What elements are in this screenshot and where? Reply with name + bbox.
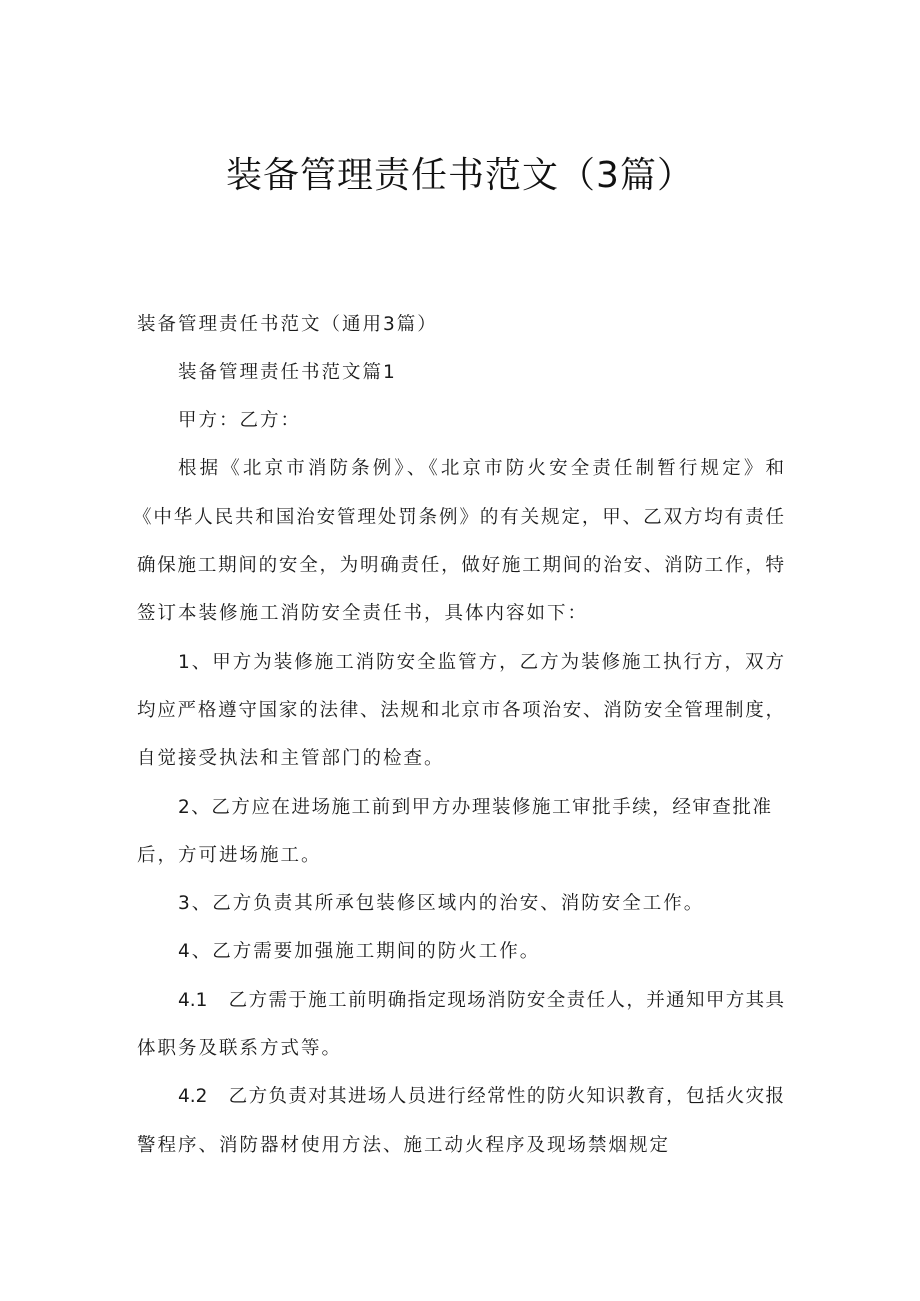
section-heading: 装备管理责任书范文篇1 [178, 362, 397, 383]
paragraph-line: 签订本装修施工消防安全责任书，具体内容如下： [137, 603, 589, 624]
paragraph-line: 体职务及联系方式等。 [137, 1038, 343, 1059]
paragraph-line: 3、乙方负责其所承包装修区域内的治安、消防安全工作。 [178, 893, 705, 914]
paragraph-line: 自觉接受执法和主管部门的检查。 [137, 748, 445, 769]
paragraph-line: 1、甲方为装修施工消防安全监管方，乙方为装修施工执行方，双方 [178, 652, 784, 673]
paragraph-line: 《中华人民共和国治安管理处罚条例》的有关规定，甲、乙双方均有责任 [133, 507, 784, 528]
paragraph-line: 均应严格遵守国家的法律、法规和北京市各项治安、消防安全管理制度， [137, 700, 784, 721]
paragraph-line: 2、乙方应在进场施工前到甲方办理装修施工审批手续，经审查批准 [178, 797, 771, 818]
paragraph-line: 4.2 乙方负责对其进场人员进行经常性的防火知识教育，包括火灾报 [178, 1086, 784, 1107]
paragraph-line: 确保施工期间的安全，为明确责任，做好施工期间的治安、消防工作，特 [137, 555, 784, 576]
parties-line: 甲方：乙方： [178, 410, 302, 431]
paragraph-line: 根据《北京市消防条例》、《北京市防火安全责任制暂行规定》和 [178, 458, 784, 479]
paragraph-line: 警程序、消防器材使用方法、施工动火程序及现场禁烟规定 [137, 1135, 671, 1156]
paragraph-line: 后，方可进场施工。 [137, 845, 322, 866]
document-subtitle: 装备管理责任书范文（通用3篇） [137, 314, 438, 335]
document-title: 装备管理责任书范文（3篇） [226, 155, 694, 196]
paragraph-line: 4.1 乙方需于施工前明确指定现场消防安全责任人，并通知甲方其具 [178, 990, 784, 1011]
paragraph-line: 4、乙方需要加强施工期间的防火工作。 [178, 941, 541, 962]
